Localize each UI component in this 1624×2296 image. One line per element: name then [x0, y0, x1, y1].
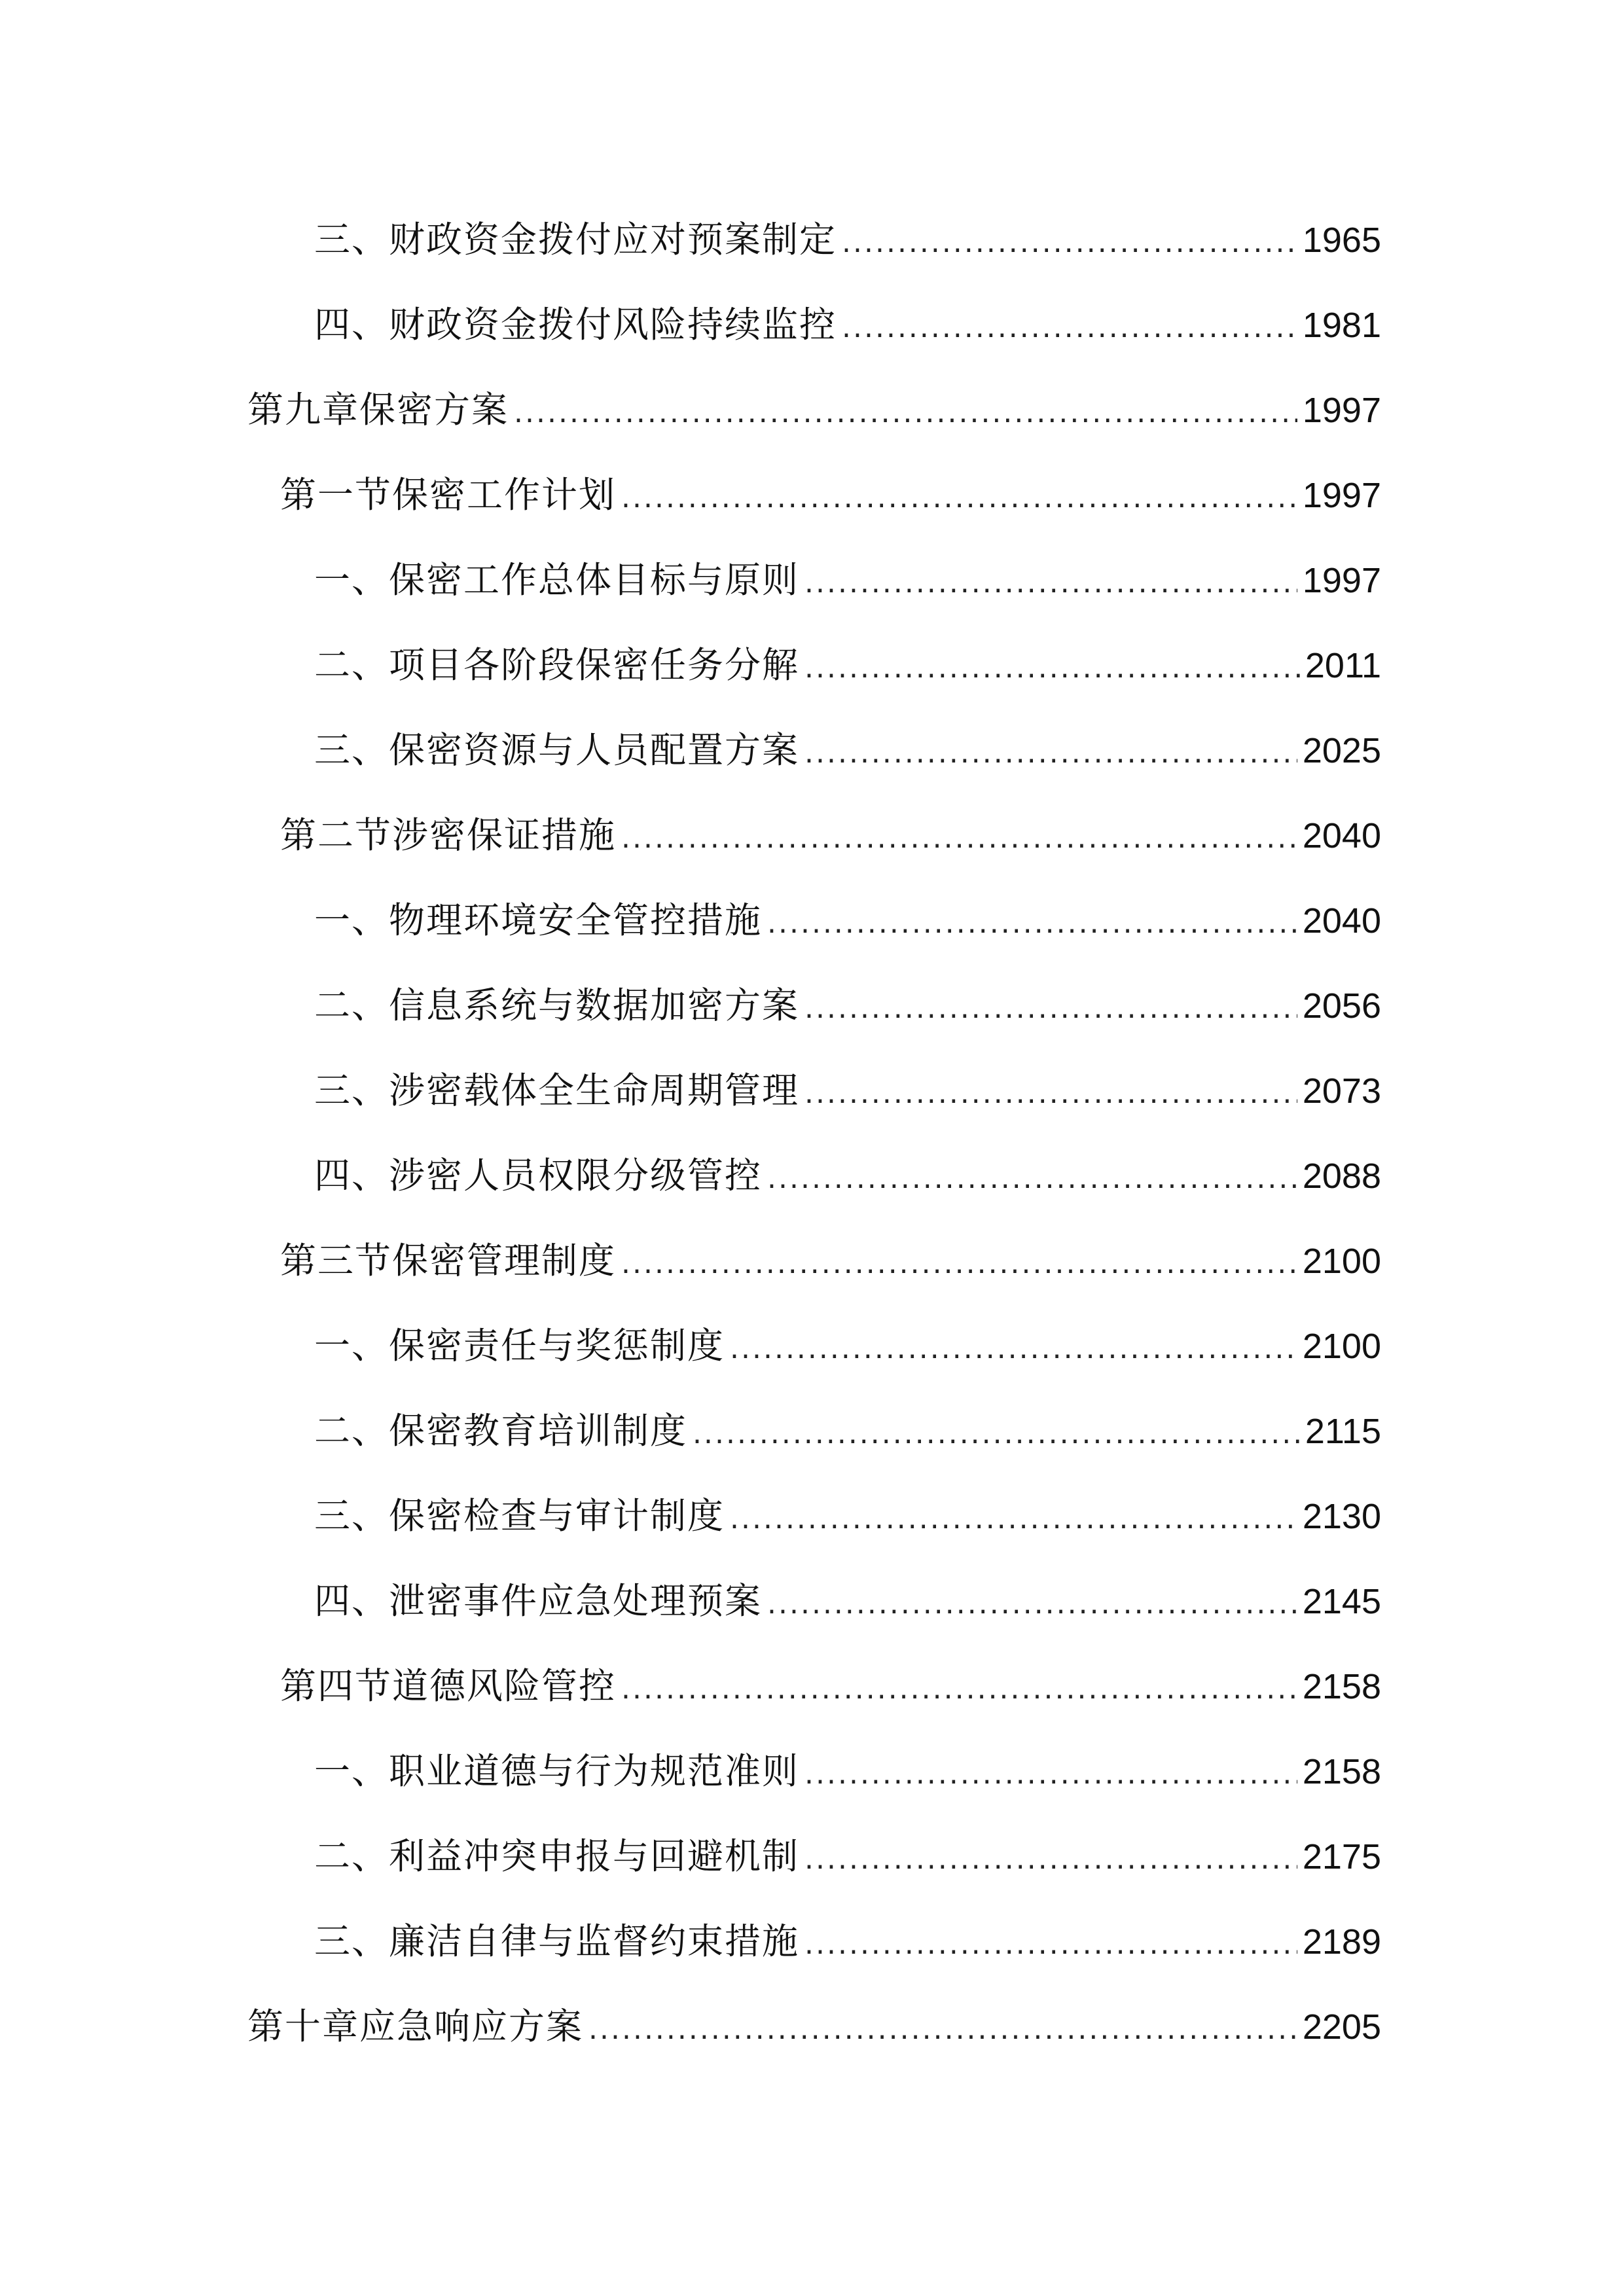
- toc-page-number: 2205: [1302, 2007, 1381, 2047]
- toc-page-number: 1997: [1302, 476, 1381, 515]
- toc-entry-section[interactable]: [280, 809, 1381, 861]
- toc-dot-leader: [588, 2003, 1297, 2056]
- toc-entry[interactable]: [314, 213, 1381, 266]
- toc-page-number: 1965: [1302, 221, 1381, 260]
- toc-entry-title: 三、财政资金拨付应对预案制定: [314, 219, 837, 260]
- toc-dot-leader: [804, 642, 1300, 694]
- toc-dot-leader: [621, 472, 1297, 524]
- toc-dot-leader: [621, 1238, 1297, 1290]
- toc-entry-title: 四、泄密事件应急处理预案: [314, 1580, 763, 1622]
- toc-page-number: 2158: [1302, 1667, 1381, 1706]
- toc-page-number: 2130: [1302, 1497, 1381, 1536]
- toc-entry-title: 一、物理环境安全管控措施: [314, 899, 763, 941]
- toc-entry-section[interactable]: [280, 469, 1381, 521]
- toc-dot-leader: [767, 897, 1297, 950]
- toc-dot-leader: [621, 1663, 1297, 1715]
- toc-page-number: 2100: [1302, 1242, 1381, 1281]
- toc-entry-section[interactable]: [280, 1234, 1381, 1287]
- toc-entry-title: 二、信息系统与数据加密方案: [314, 984, 800, 1026]
- toc-entry[interactable]: [314, 1405, 1381, 1457]
- toc-entry-title: 三、保密检查与审计制度: [314, 1495, 725, 1537]
- toc-page-number: 1997: [1302, 561, 1381, 600]
- toc-entry-title: 四、财政资金拨付风险持续监控: [314, 304, 837, 346]
- toc-dot-leader: [804, 1067, 1297, 1120]
- toc-entry-title: 第三节保密管理制度: [280, 1240, 617, 1282]
- toc-entry-chapter[interactable]: [247, 384, 1381, 436]
- toc-page-number: 2040: [1302, 901, 1381, 941]
- toc-page-number: 2025: [1302, 731, 1381, 770]
- toc-dot-leader: [804, 727, 1297, 780]
- toc-entry[interactable]: [314, 724, 1381, 776]
- toc-entry[interactable]: [314, 1149, 1381, 1202]
- toc-page-number: 2189: [1302, 1922, 1381, 1962]
- toc-entry-title: 第九章保密方案: [247, 389, 509, 431]
- toc-entry-title: 一、职业道德与行为规范准则: [314, 1750, 800, 1792]
- toc-dot-leader: [804, 1748, 1297, 1801]
- toc-entry[interactable]: [314, 554, 1381, 606]
- toc-entry-title: 二、项目各阶段保密任务分解: [314, 644, 800, 686]
- toc-dot-leader: [730, 1493, 1297, 1545]
- toc-page-number: 2056: [1302, 986, 1381, 1026]
- toc-entry-title: 三、廉洁自律与监督约束措施: [314, 1920, 800, 1962]
- toc-page-number: 1981: [1302, 306, 1381, 345]
- toc-entry-title: 一、保密责任与奖惩制度: [314, 1325, 725, 1367]
- toc-entry-title: 一、保密工作总体目标与原则: [314, 559, 800, 601]
- toc-entry-title: 四、涉密人员权限分级管控: [314, 1155, 763, 1196]
- toc-dot-leader: [804, 557, 1297, 609]
- toc-page-number: 2145: [1302, 1582, 1381, 1621]
- toc-entry-title: 二、保密教育培训制度: [314, 1410, 688, 1452]
- toc-entry[interactable]: [314, 1830, 1381, 1882]
- toc-dot-leader: [804, 1918, 1297, 1971]
- toc-entry[interactable]: [314, 1319, 1381, 1372]
- toc-entry[interactable]: [314, 1490, 1381, 1542]
- toc-dot-leader: [730, 1323, 1297, 1375]
- toc-dot-leader: [804, 1833, 1297, 1886]
- toc-entry-title: 第十章应急响应方案: [247, 2005, 584, 2047]
- toc-page-number: 2115: [1305, 1412, 1381, 1451]
- toc-entry-section[interactable]: [280, 1660, 1381, 1712]
- toc-page-number: 2088: [1302, 1157, 1381, 1196]
- toc-page-number: 2011: [1305, 646, 1381, 685]
- toc-entry[interactable]: [314, 1575, 1381, 1627]
- toc-entry-chapter[interactable]: [247, 2000, 1381, 2053]
- toc-dot-leader: [842, 217, 1297, 269]
- toc-dot-leader: [693, 1408, 1300, 1460]
- toc-page-number: 2073: [1302, 1071, 1381, 1111]
- toc-dot-leader: [767, 1578, 1297, 1630]
- toc-page-number: 2100: [1302, 1327, 1381, 1366]
- toc-entry-title: 第二节涉密保证措施: [280, 814, 617, 856]
- toc-entry[interactable]: [314, 979, 1381, 1031]
- toc-dot-leader: [842, 302, 1297, 354]
- toc-entry[interactable]: [314, 639, 1381, 691]
- toc-entry-title: 三、涉密载体全生命周期管理: [314, 1069, 800, 1111]
- toc-entry[interactable]: [314, 894, 1381, 946]
- toc-dot-leader: [804, 982, 1297, 1035]
- toc-dot-leader: [621, 812, 1297, 865]
- toc-dot-leader: [514, 387, 1297, 439]
- toc-entry[interactable]: [314, 298, 1381, 351]
- toc-entry[interactable]: [314, 1064, 1381, 1117]
- toc-page-number: 1997: [1302, 391, 1381, 430]
- toc-entry[interactable]: [314, 1745, 1381, 1797]
- toc-entry[interactable]: [314, 1915, 1381, 1967]
- toc-entry-title: 第四节道德风险管控: [280, 1665, 617, 1707]
- toc-entry-title: 三、保密资源与人员配置方案: [314, 729, 800, 771]
- toc-page-number: 2158: [1302, 1752, 1381, 1791]
- toc-page-number: 2175: [1302, 1837, 1381, 1876]
- toc-entry-title: 第一节保密工作计划: [280, 474, 617, 516]
- toc-entry-title: 二、利益冲突申报与回避机制: [314, 1835, 800, 1877]
- toc-page-number: 2040: [1302, 816, 1381, 855]
- toc-dot-leader: [767, 1153, 1297, 1205]
